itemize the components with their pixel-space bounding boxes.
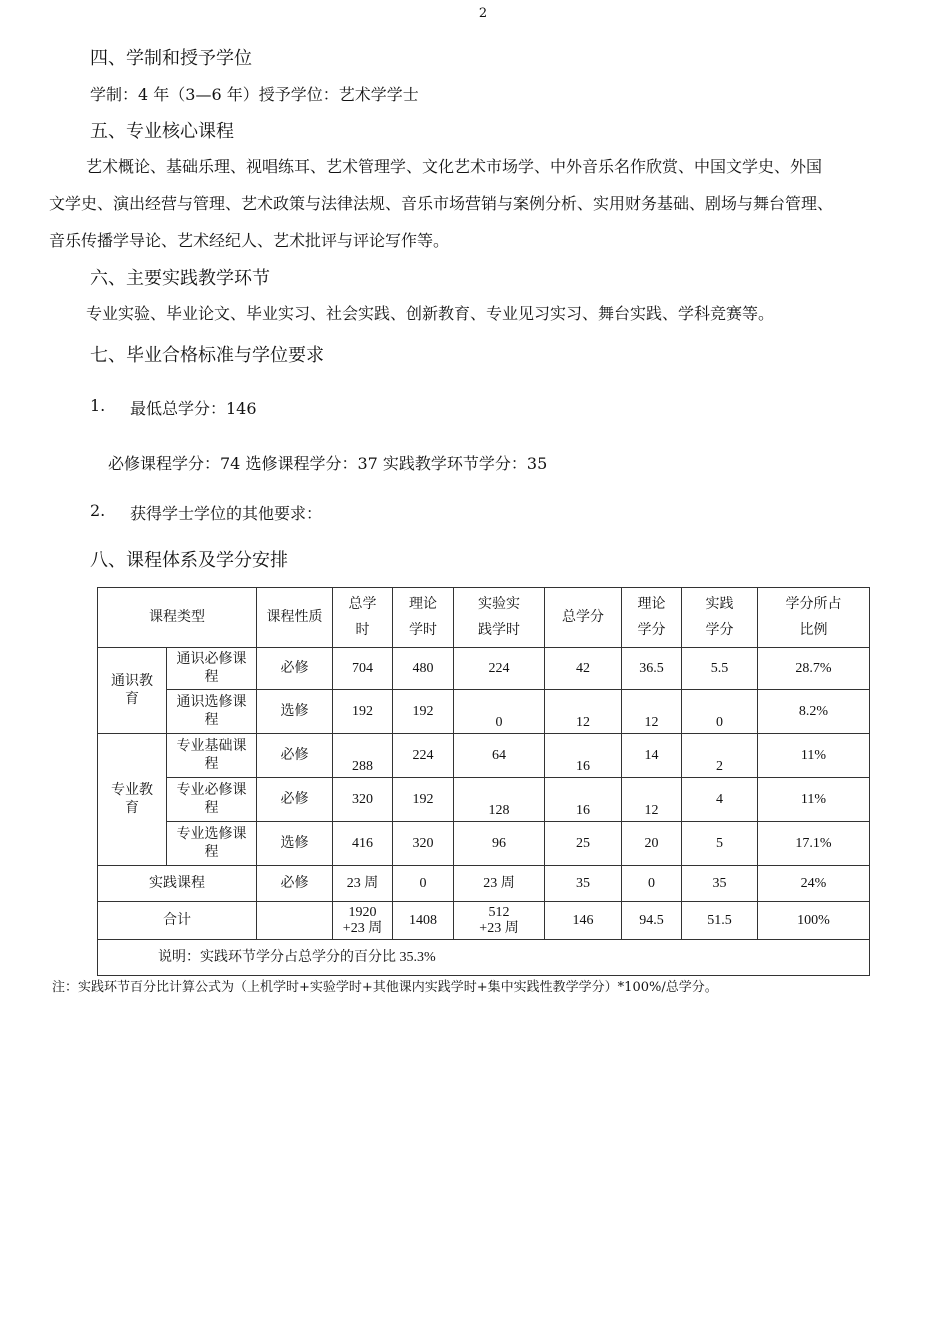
cell-lab-hours: 128 (454, 778, 545, 822)
item-1-detail: 必修课程学分：74 选修课程学分：37 实践教学环节学分：35 (108, 454, 548, 473)
header-ratio: 学分所占 比例 (758, 588, 870, 648)
cell-lab-hours: 23 周 (454, 866, 545, 902)
core-courses-line-2: 文学史、演出经营与管理、艺术政策与法律法规、音乐市场营销与案例分析、实用财务基础、剧场与舞台管理、 (49, 194, 834, 213)
header-theory-credits: 理论 学分 (622, 588, 682, 648)
cell-lab-hours: 64 (454, 734, 545, 778)
cell-theory-credits: 14 (622, 734, 682, 778)
cell-practice-credits: 2 (682, 734, 758, 778)
header-total-hours: 总学 时 (333, 588, 393, 648)
table-note: 说明：实践环节学分占总学分的百分比 35.3% (98, 940, 870, 976)
row-subtype: 专业必修课 程 (167, 778, 257, 822)
header-theory-hours: 理论 学时 (393, 588, 454, 648)
row-nature: 选修 (257, 690, 333, 734)
cell-theory-hours: 480 (393, 648, 454, 690)
cell-lab-hours: 512 +23 周 (454, 902, 545, 940)
row-subtype: 专业基础课 程 (167, 734, 257, 778)
row-subtype: 通识选修课 程 (167, 690, 257, 734)
cell-ratio: 17.1% (758, 822, 870, 866)
cell-total-hours: 288 (333, 734, 393, 778)
cell-ratio: 8.2% (758, 690, 870, 734)
cell-practice-credits: 5.5 (682, 648, 758, 690)
footnote: 注：实践环节百分比计算公式为（上机学时+实验学时+其他课内实践学时+集中实践性教学学分）*100%/总学分。 (52, 980, 718, 995)
row-nature (257, 902, 333, 940)
cell-total-hours: 1920 +23 周 (333, 902, 393, 940)
cell-practice-credits: 0 (682, 690, 758, 734)
total-label: 合计 (98, 902, 257, 940)
note-row (98, 940, 870, 976)
row-nature: 必修 (257, 866, 333, 902)
header-total-credits: 总学分 (545, 588, 622, 648)
row-subtype: 专业选修课 程 (167, 822, 257, 866)
cell-lab-hours: 96 (454, 822, 545, 866)
header-course-type: 课程类型 (98, 588, 257, 648)
item-1-number: 1. (90, 396, 106, 415)
item-2-number: 2. (90, 501, 106, 520)
cell-theory-hours: 0 (393, 866, 454, 902)
cell-theory-hours: 192 (393, 778, 454, 822)
row-nature: 必修 (257, 734, 333, 778)
cell-theory-hours: 192 (393, 690, 454, 734)
cell-ratio: 11% (758, 734, 870, 778)
cell-total-credits: 16 (545, 734, 622, 778)
cell-theory-hours: 320 (393, 822, 454, 866)
table-row (98, 648, 870, 690)
cell-total-credits: 12 (545, 690, 622, 734)
practice-row (98, 866, 870, 902)
cell-theory-credits: 94.5 (622, 902, 682, 940)
practice-label: 实践课程 (98, 866, 257, 902)
section-6-heading: 六、主要实践教学环节 (90, 268, 270, 289)
cell-total-hours: 704 (333, 648, 393, 690)
cell-total-hours: 192 (333, 690, 393, 734)
cell-lab-hours: 0 (454, 690, 545, 734)
section-4-heading: 四、学制和授予学位 (90, 48, 252, 69)
cell-theory-credits: 36.5 (622, 648, 682, 690)
section-5-heading: 五、专业核心课程 (90, 121, 234, 142)
cell-lab-hours: 224 (454, 648, 545, 690)
total-row (98, 902, 870, 940)
table-row (98, 734, 870, 778)
cell-theory-credits: 20 (622, 822, 682, 866)
header-course-nature: 课程性质 (257, 588, 333, 648)
group-general-education: 通识教 育 (98, 648, 167, 734)
cell-ratio: 11% (758, 778, 870, 822)
cell-total-credits: 42 (545, 648, 622, 690)
cell-theory-credits: 12 (622, 690, 682, 734)
header-practice-credits: 实践 学分 (682, 588, 758, 648)
group-major-education: 专业教 育 (98, 734, 167, 866)
cell-ratio: 24% (758, 866, 870, 902)
cell-total-credits: 16 (545, 778, 622, 822)
cell-total-hours: 320 (333, 778, 393, 822)
cell-total-credits: 25 (545, 822, 622, 866)
page-number: 2 (478, 6, 488, 21)
cell-practice-credits: 51.5 (682, 902, 758, 940)
table-row (98, 690, 870, 734)
row-nature: 选修 (257, 822, 333, 866)
cell-practice-credits: 4 (682, 778, 758, 822)
row-nature: 必修 (257, 648, 333, 690)
item-1-text: 最低总学分：146 (130, 399, 257, 418)
cell-theory-hours: 224 (393, 734, 454, 778)
section-8-heading: 八、课程体系及学分安排 (90, 550, 288, 571)
header-row (98, 588, 870, 648)
table-row (98, 778, 870, 822)
cell-total-hours: 23 周 (333, 866, 393, 902)
section-6-text: 专业实验、毕业论文、毕业实习、社会实践、创新教育、专业见习实习、舞台实践、学科竞赛等。 (86, 304, 775, 323)
cell-practice-credits: 35 (682, 866, 758, 902)
core-courses-line-3: 音乐传播学导论、艺术经纪人、艺术批评与评论写作等。 (49, 231, 450, 250)
core-courses-line-1: 艺术概论、基础乐理、视唱练耳、艺术管理学、文化艺术市场学、中外音乐名作欣赏、中国文学史、外国 (86, 157, 823, 176)
header-lab-hours: 实验实 践学时 (454, 588, 545, 648)
cell-total-hours: 416 (333, 822, 393, 866)
section-7-heading: 七、毕业合格标准与学位要求 (90, 345, 324, 366)
cell-ratio: 100% (758, 902, 870, 940)
cell-theory-credits: 12 (622, 778, 682, 822)
section-4-text: 学制：4 年（3—6 年）授予学位：艺术学学士 (90, 85, 419, 104)
cell-total-credits: 35 (545, 866, 622, 902)
cell-total-credits: 146 (545, 902, 622, 940)
cell-theory-credits: 0 (622, 866, 682, 902)
item-2-text: 获得学士学位的其他要求： (130, 504, 323, 523)
table-row (98, 822, 870, 866)
cell-ratio: 28.7% (758, 648, 870, 690)
row-nature: 必修 (257, 778, 333, 822)
cell-practice-credits: 5 (682, 822, 758, 866)
credit-table (97, 587, 870, 976)
row-subtype: 通识必修课 程 (167, 648, 257, 690)
cell-theory-hours: 1408 (393, 902, 454, 940)
